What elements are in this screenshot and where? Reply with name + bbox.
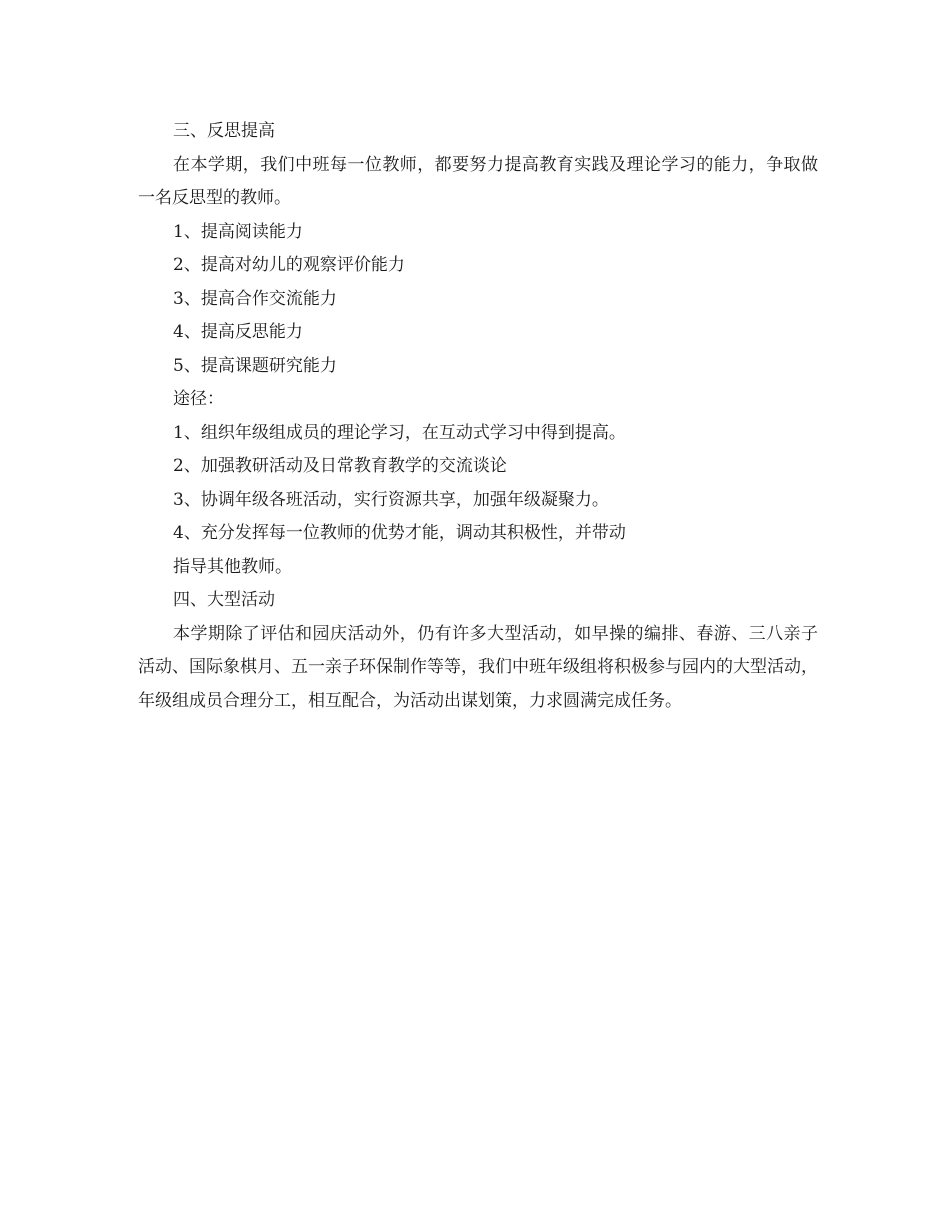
pathway-item-continuation: 指导其他教师。 xyxy=(173,556,292,577)
pathways-label: 途径： xyxy=(173,389,224,409)
large-activities-paragraph: 本学期除了评估和园庆活动外，仍有许多大型活动，如早操的编排、春游、三八亲子活动、国际象棋月、五一亲子环保制作等等，我们中班年级组将积极参与园内的大型活动，年级组成员合理分工，相互配合，为活动出谋划策，力求圆满完成任务。 xyxy=(138,623,818,711)
pathway-list xyxy=(138,417,818,585)
pathway-item: 4、充分发挥每一位教师的优势才能，调动其积极性，并带动 xyxy=(173,523,626,543)
section-heading-reflection: 三、反思提高 xyxy=(173,121,275,141)
ability-item: 5、提高课题研究能力 xyxy=(173,355,337,376)
ability-list xyxy=(138,216,818,384)
ability-item: 3、提高合作交流能力 xyxy=(173,288,337,309)
section-heading-large-activities: 四、大型活动 xyxy=(173,590,275,610)
pathway-item: 1、组织年级组成员的理论学习，在互动式学习中得到提高。 xyxy=(173,422,626,443)
ability-item: 1、提高阅读能力 xyxy=(173,221,303,242)
document-body xyxy=(138,115,818,718)
pathway-item: 2、加强教研活动及日常教育教学的交流谈论 xyxy=(173,456,507,476)
pathway-item: 3、协调年级各班活动，实行资源共享，加强年级凝聚力。 xyxy=(173,489,609,510)
ability-item: 2、提高对幼儿的观察评价能力 xyxy=(173,255,405,275)
section-intro-paragraph: 在本学期，我们中班每一位教师，都要努力提高教育实践及理论学习的能力，争取做一名反思型的教师。 xyxy=(138,154,818,208)
ability-item: 4、提高反思能力 xyxy=(173,322,303,342)
